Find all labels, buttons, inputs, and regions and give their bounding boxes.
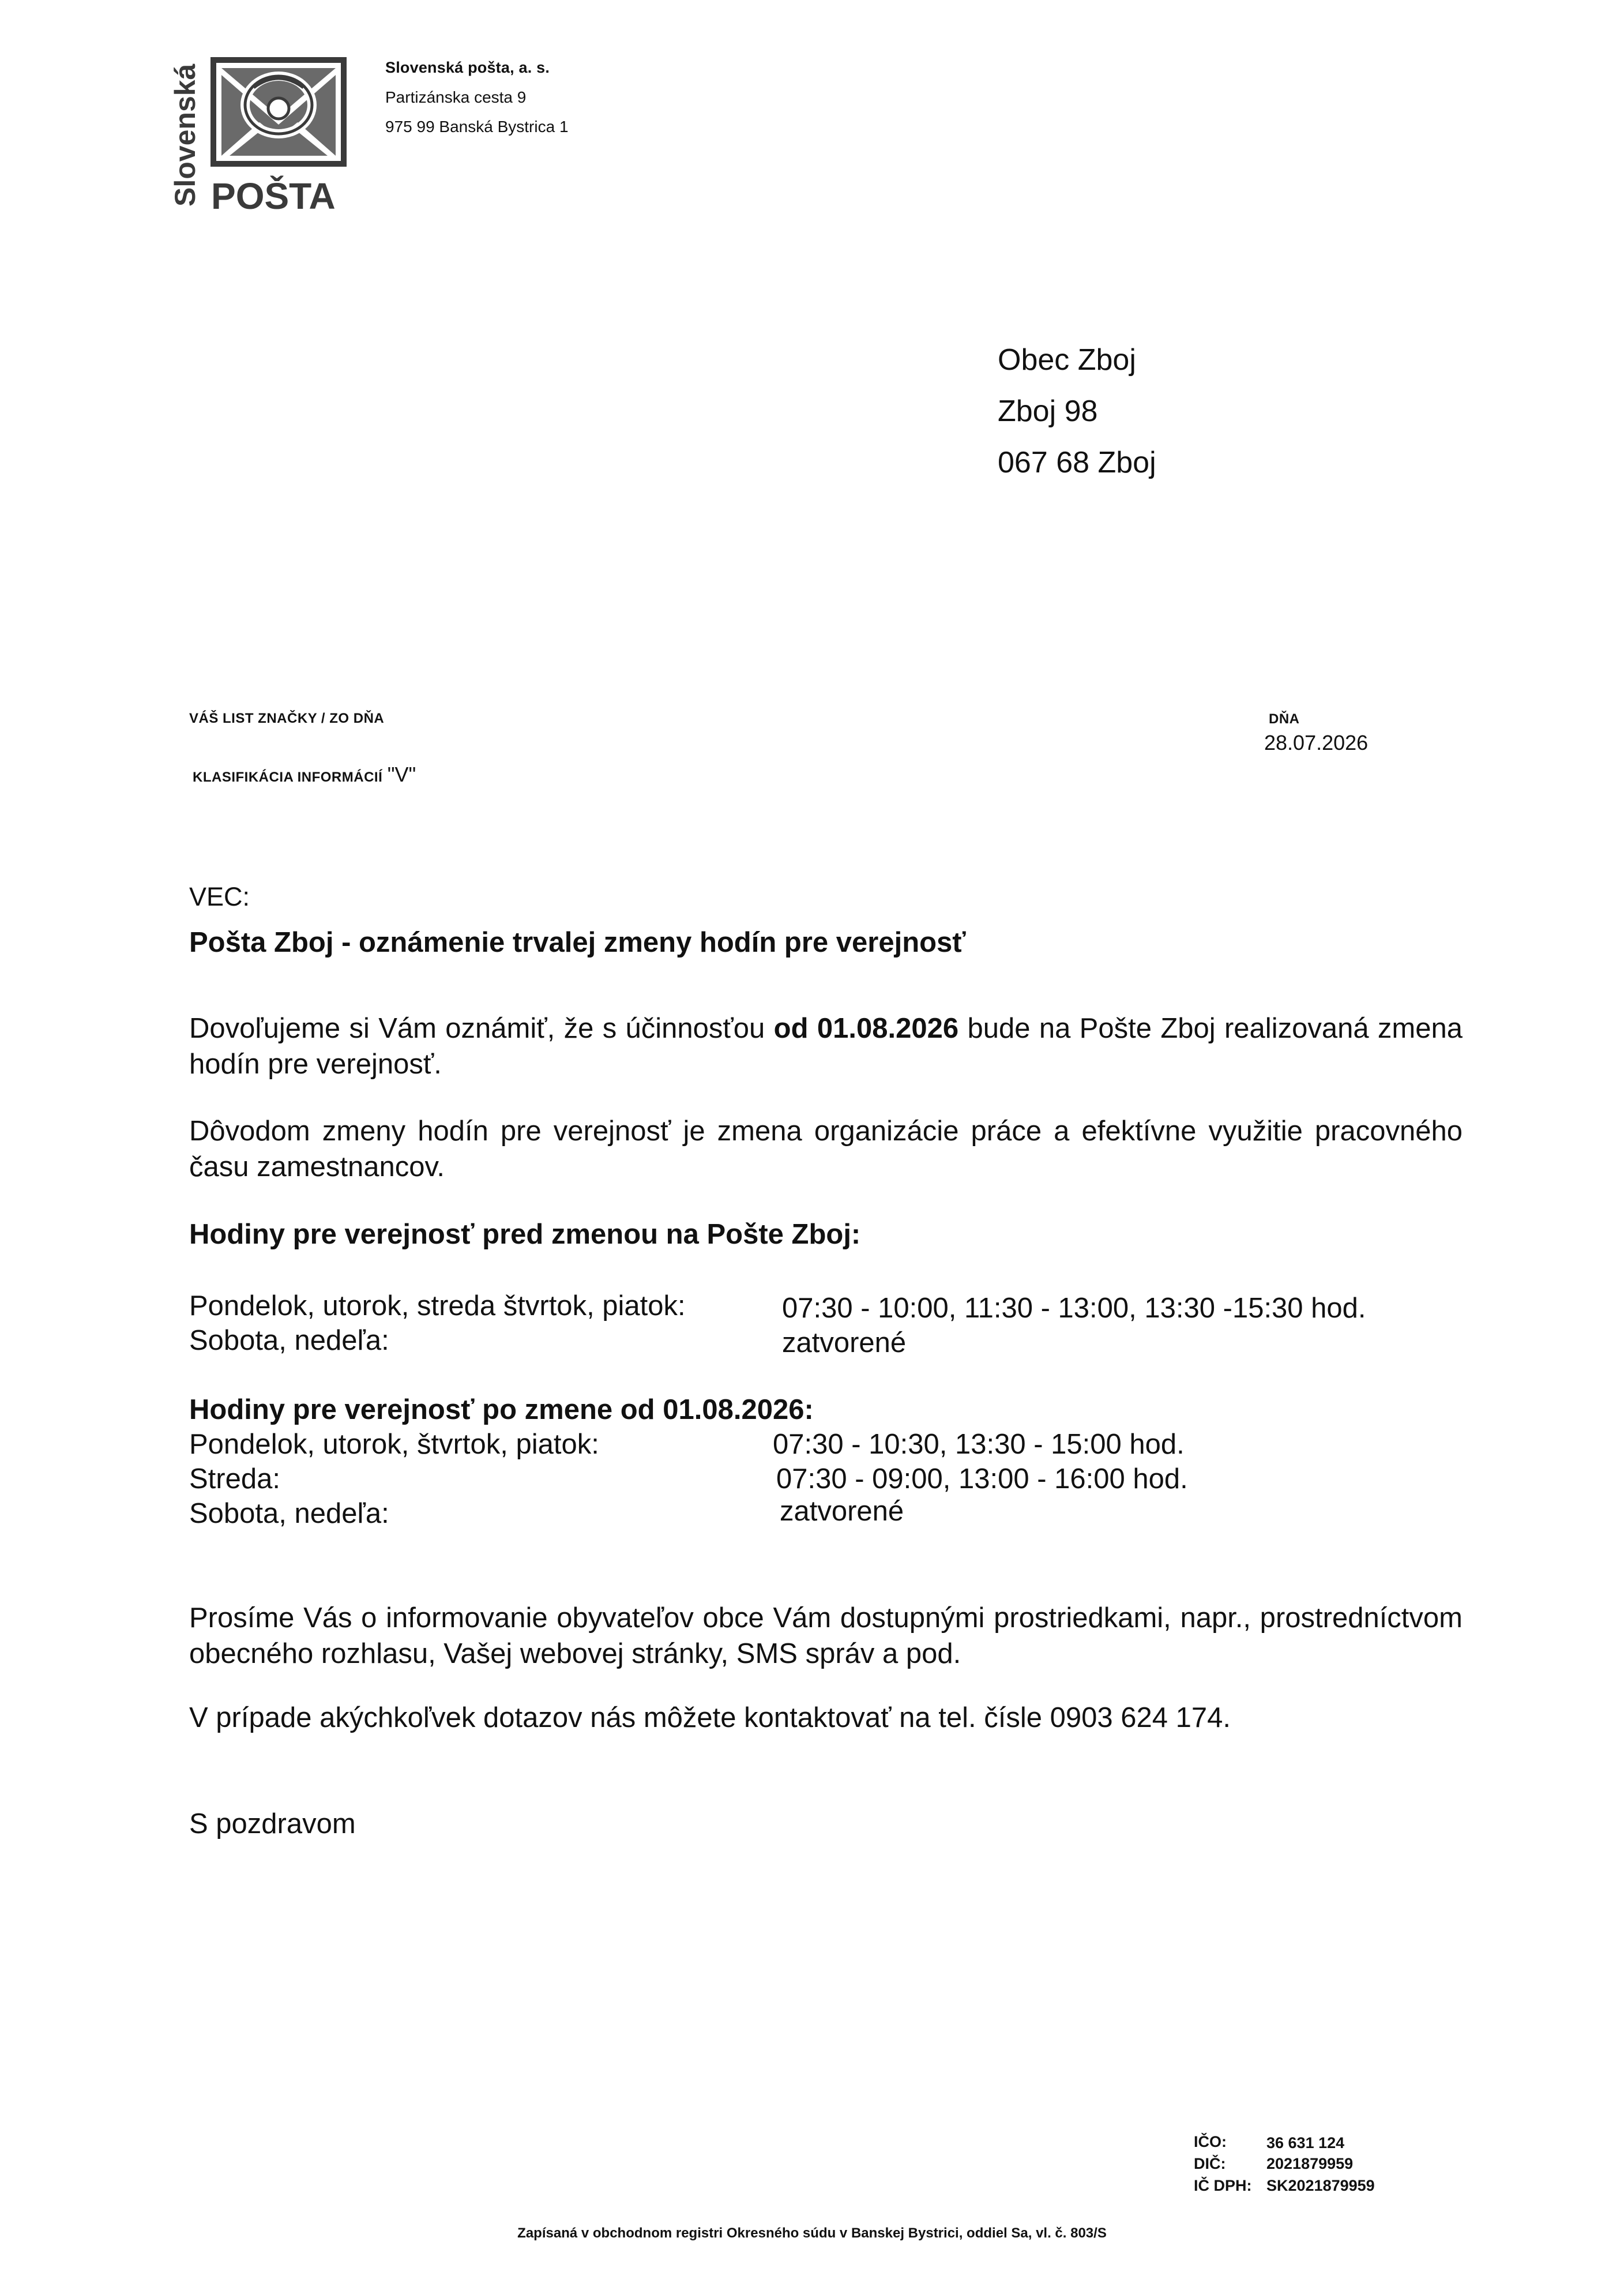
your-letter-label: VÁŠ LIST ZNAČKY / ZO DŇA xyxy=(189,711,385,726)
posthorn-logo-icon xyxy=(169,58,358,217)
classification-label: KLASIFIKÁCIA INFORMÁCIÍ xyxy=(193,769,383,785)
after-row-2-hours: 07:30 - 09:00, 13:00 - 16:00 hod. xyxy=(776,1463,1188,1495)
icdph-value: SK2021879959 xyxy=(1266,2177,1375,2194)
subject-label: VEC: xyxy=(189,882,250,911)
paragraph-request: Prosíme Vás o informovanie obyvateľov obce Vám dostupnými prostriedkami, napr., prostredníctvom obecného rozhlasu, Vašej webovej stránky, SMS správ a pod. xyxy=(189,1602,1463,1669)
closing-greeting: S pozdravom xyxy=(189,1808,356,1839)
before-heading: Hodiny pre verejnosť pred zmenou na Pošte Zboj: xyxy=(189,1219,861,1250)
paragraph-contact: V prípade akýchkoľvek dotazov nás môžete kontaktovať na tel. čísle 0903 624 174. xyxy=(189,1702,1231,1733)
registration-note: Zapísaná v obchodnom registri Okresného súdu v Banskej Bystrici, oddiel Sa, vl. č. 803/S xyxy=(517,2225,1107,2241)
after-row-3-days: Sobota, nedeľa: xyxy=(189,1498,389,1529)
ico-label: IČO: xyxy=(1194,2133,1227,2150)
dic-label: DIČ: xyxy=(1194,2155,1226,2172)
para1-bold-date: od 01.08.2026 xyxy=(773,1013,959,1044)
para1-suffix: bude na Pošte Zboj realizovaná zmena hodín pre verejnosť. xyxy=(189,1013,1463,1080)
icdph-label: IČ DPH: xyxy=(1194,2177,1252,2194)
sender-city: 975 99 Banská Bystrica 1 xyxy=(385,118,569,136)
classification-row xyxy=(193,763,416,787)
before-row-2-hours: zatvorené xyxy=(782,1327,907,1358)
dic-value: 2021879959 xyxy=(1266,2155,1354,2172)
before-row-1-days: Pondelok, utorok, streda štvrtok, piatok: xyxy=(189,1290,686,1321)
ico-value: 36 631 124 xyxy=(1266,2134,1345,2152)
footer-ids xyxy=(1194,2134,1453,2203)
date-value: 28.07.2026 xyxy=(1264,731,1369,754)
sender-street: Partizánska cesta 9 xyxy=(385,88,527,106)
recipient-name: Obec Zboj xyxy=(998,343,1136,377)
after-row-2-days: Streda: xyxy=(189,1463,280,1495)
subject-title: Pošta Zboj - oznámenie trvalej zmeny hodín pre verejnosť xyxy=(189,927,966,958)
paragraph-effective-date xyxy=(189,1011,1463,1082)
after-row-3-hours: zatvorené xyxy=(780,1496,904,1527)
recipient-street: Zboj 98 xyxy=(998,395,1098,428)
before-row-1-hours: 07:30 - 10:00, 11:30 - 13:00, 13:30 -15:30 hod. xyxy=(782,1293,1366,1324)
sender-company: Slovenská pošta, a. s. xyxy=(385,59,550,76)
after-row-1-hours: 07:30 - 10:30, 13:30 - 15:00 hod. xyxy=(773,1429,1185,1460)
after-row-1-days: Pondelok, utorok, štvrtok, piatok: xyxy=(189,1429,599,1460)
classification-value: "V" xyxy=(387,763,416,786)
logo-vertical-word: Slovenská xyxy=(169,63,201,207)
date-label: DŇA xyxy=(1269,711,1300,727)
para1-prefix: Dovoľujeme si Vám oznámiť, že s účinnosťou xyxy=(189,1013,765,1044)
logo-bottom-word: POŠTA xyxy=(211,175,336,217)
before-row-2-days: Sobota, nedeľa: xyxy=(189,1325,389,1356)
slovenska-posta-logo xyxy=(169,58,358,217)
after-heading: Hodiny pre verejnosť po zmene od 01.08.2026: xyxy=(189,1394,814,1425)
paragraph-reason: Dôvodom zmeny hodín pre verejnosť je zmena organizácie práce a efektívne využitie pracovného času zamestnancov. xyxy=(189,1116,1463,1182)
recipient-city: 067 68 Zboj xyxy=(998,446,1156,479)
